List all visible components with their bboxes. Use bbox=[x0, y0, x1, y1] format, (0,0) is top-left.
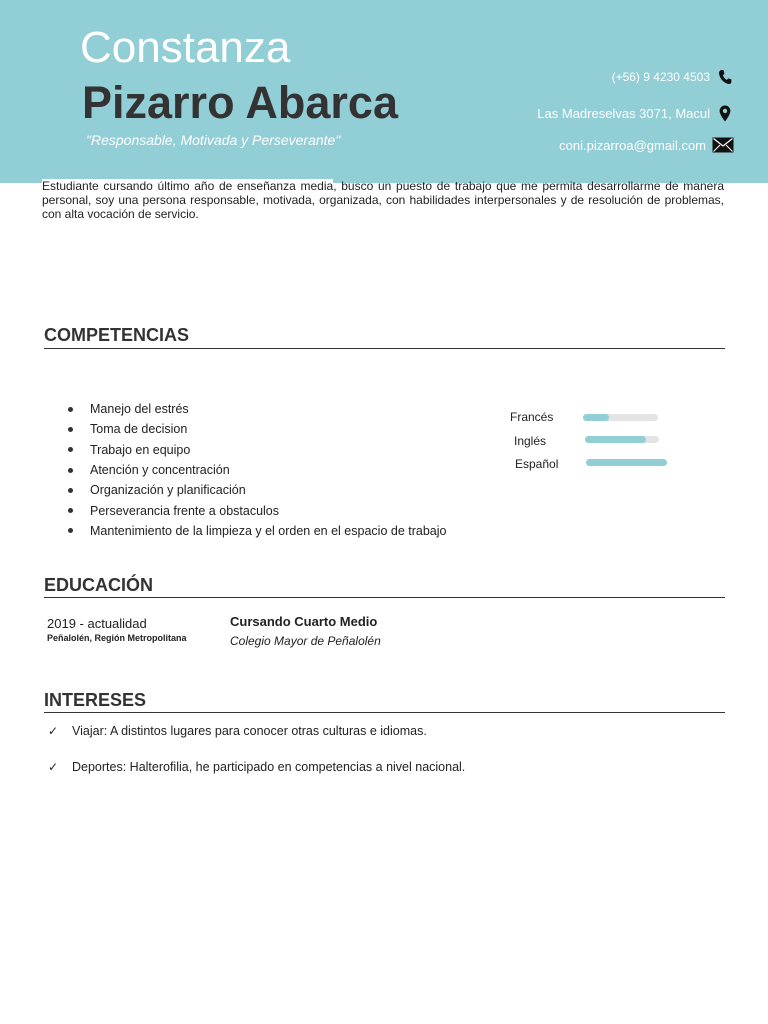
language-level-fill bbox=[583, 414, 609, 421]
competencias-title: COMPETENCIAS bbox=[44, 325, 190, 345]
educacion-title: EDUCACIÓN bbox=[44, 575, 154, 595]
phone-text: (+56) 9 4230 4503 bbox=[611, 70, 710, 84]
contact-email bbox=[559, 136, 736, 154]
contact-phone bbox=[612, 68, 736, 86]
skill-text: Atención y concentración bbox=[90, 463, 230, 478]
last-name: Pizarro Abarca bbox=[82, 77, 398, 128]
language-level-bar bbox=[585, 436, 659, 443]
language-level-bar bbox=[586, 459, 667, 466]
language-level-fill bbox=[586, 459, 667, 466]
bullet-icon bbox=[68, 468, 73, 473]
bullet-icon bbox=[68, 508, 73, 513]
skill-item bbox=[68, 480, 446, 500]
education-date: 2019 - actualidad bbox=[47, 616, 147, 631]
interest-text: Deportes: Halterofilia, he participado en competencias a nivel nacional. bbox=[72, 760, 466, 774]
educacion-divider bbox=[44, 597, 725, 598]
competencias-divider bbox=[44, 348, 725, 349]
skill-item bbox=[68, 419, 446, 439]
skill-text: Toma de decision bbox=[90, 422, 188, 437]
summary-text: , busco un puesto de trabajo que me permita desarrollarme de manera personal, soy una persona responsable, motivada, organizada, con habilidades interpersonales y de resolución de problemas, con alta vocación de servicio. bbox=[42, 179, 724, 221]
envelope-icon bbox=[710, 136, 736, 154]
location-pin-icon bbox=[714, 104, 736, 122]
language-name: Inglés bbox=[514, 434, 547, 448]
interest-item bbox=[48, 724, 427, 738]
contact-address bbox=[537, 104, 736, 122]
summary-highlight: Estudiante cursando último año de enseñanza media bbox=[42, 179, 334, 193]
phone-icon bbox=[714, 68, 736, 86]
bullet-icon bbox=[68, 488, 73, 493]
language-name: Español bbox=[515, 457, 559, 471]
intereses-title: INTERESES bbox=[44, 690, 147, 710]
bullet-icon bbox=[68, 447, 73, 452]
education-school: Colegio Mayor de Peñalolén bbox=[230, 634, 381, 648]
checkmark-icon: ✓ bbox=[48, 760, 59, 774]
language-name: Francés bbox=[510, 410, 554, 424]
skill-text: Organización y planificación bbox=[90, 483, 246, 498]
checkmark-icon: ✓ bbox=[48, 724, 59, 738]
language-level-fill bbox=[585, 436, 646, 443]
skill-text: Trabajo en equipo bbox=[90, 442, 191, 457]
language-level-bar bbox=[583, 414, 658, 421]
header-banner bbox=[0, 0, 768, 183]
bullet-icon bbox=[68, 528, 73, 533]
skill-item bbox=[68, 521, 446, 541]
education-place: Peñalolén, Región Metropolitana bbox=[47, 633, 187, 643]
interest-item bbox=[48, 760, 465, 774]
email-text[interactable]: coni.pizarroa@gmail.com bbox=[559, 137, 706, 153]
skills-list bbox=[68, 399, 446, 541]
bullet-icon bbox=[68, 407, 73, 412]
intereses-divider bbox=[44, 712, 725, 713]
address-text: Las Madreselvas 3071, Macul bbox=[537, 105, 710, 121]
profile-summary bbox=[42, 179, 724, 221]
skill-item bbox=[68, 500, 446, 520]
skill-item bbox=[68, 460, 446, 480]
skill-text: Mantenimiento de la limpieza y el orden en el espacio de trabajo bbox=[90, 523, 447, 538]
skill-text: Perseverancia frente a obstaculos bbox=[90, 503, 279, 518]
skill-item bbox=[68, 440, 446, 460]
first-name: Constanza bbox=[80, 23, 291, 72]
education-degree: Cursando Cuarto Medio bbox=[230, 614, 378, 629]
tagline: "Responsable, Motivada y Perseverante" bbox=[86, 132, 341, 148]
skill-item bbox=[68, 399, 446, 419]
bullet-icon bbox=[68, 427, 73, 432]
interest-text: Viajar: A distintos lugares para conocer otras culturas e idiomas. bbox=[72, 724, 427, 738]
skill-text: Manejo del estrés bbox=[90, 402, 189, 417]
